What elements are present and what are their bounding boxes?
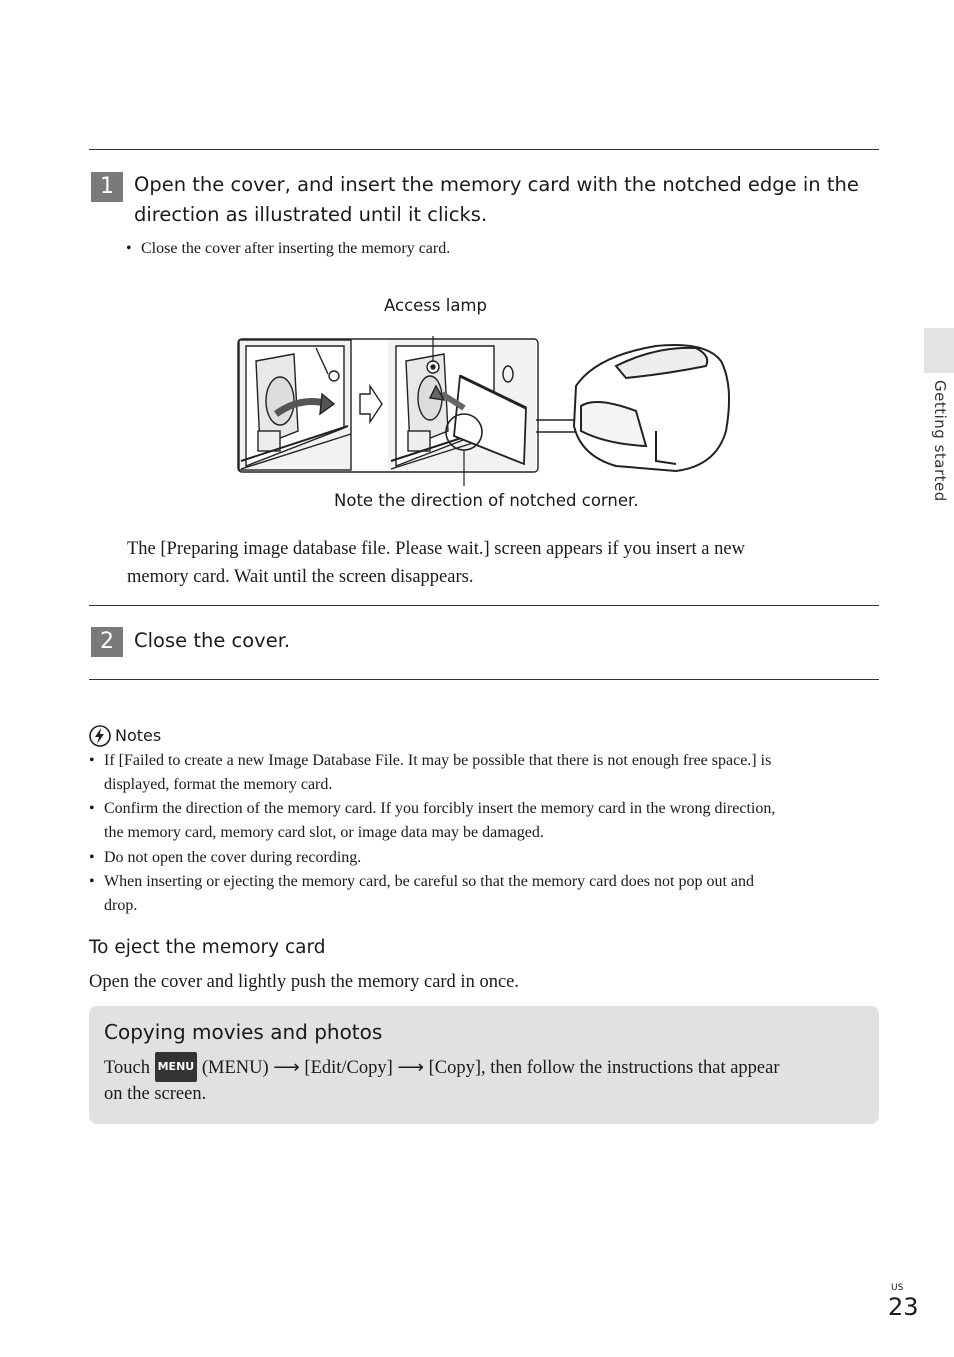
menu-icon: MENU [155,1052,198,1082]
figure-label-notched-corner: Note the direction of notched corner. [334,491,639,510]
step-2-number: 2 [91,627,123,657]
notes-heading: Notes [115,726,162,745]
edit-copy-label: [Edit/Copy] [304,1058,393,1078]
note-4-line-2: drop. [104,897,138,914]
figure-label-access-lamp: Access lamp [384,296,487,315]
database-paragraph-line-2: memory card. Wait until the screen disappears. [127,567,474,587]
top-rule [89,149,879,150]
arrow-right-icon: ⟶ [397,1058,424,1078]
section-tab-label: Getting started [931,380,949,502]
step-divider [89,605,879,606]
touch-label: Touch [104,1058,150,1078]
copying-instruction-line-2: on the screen. [104,1084,207,1104]
eject-heading: To eject the memory card [89,937,326,958]
copying-title: Copying movies and photos [104,1020,383,1044]
step-1-bullet: • Close the cover after inserting the memory card. [141,237,450,261]
note-2-line-2: the memory card, memory card slot, or image data may be damaged. [104,824,544,841]
copying-info-box [89,1006,879,1124]
note-1-line-2: displayed, format the memory card. [104,776,333,793]
step-1-title-line-1: Open the cover, and insert the memory card with the notched edge in the [134,173,859,196]
menu-label: (MENU) [201,1058,269,1078]
eject-text: Open the cover and lightly push the memory card in once. [89,972,519,992]
note-2-line-1: • Confirm the direction of the memory card. If you forcibly insert the memory card in the wrong direction, [104,797,775,821]
note-1-line-1: • If [Failed to create a new Image Database File. It may be possible that there is not enough free space.] is [104,749,771,773]
section-tab [924,328,954,373]
bottom-rule [89,679,879,680]
step-2-title: Close the cover. [134,629,291,652]
caution-icon [89,725,111,747]
step-1-number: 1 [91,172,123,202]
note-3-line-1: • Do not open the cover during recording. [104,846,361,870]
camcorder-icon [574,345,729,471]
region-code: US [891,1283,904,1293]
copying-instruction [104,1052,780,1082]
page-number: 23 [888,1293,919,1321]
copy-instruction-rest: [Copy], then follow the instructions that appear [428,1058,780,1078]
memory-card-illustration [236,336,736,486]
step-1-title-line-2: direction as illustrated until it clicks. [134,203,488,226]
arrow-right-icon: ⟶ [273,1058,300,1078]
database-paragraph-line-1: The [Preparing image database file. Please wait.] screen appears if you insert a new [127,539,745,559]
note-4-line-1: • When inserting or ejecting the memory card, be careful so that the memory card does not pop out and [104,870,754,894]
